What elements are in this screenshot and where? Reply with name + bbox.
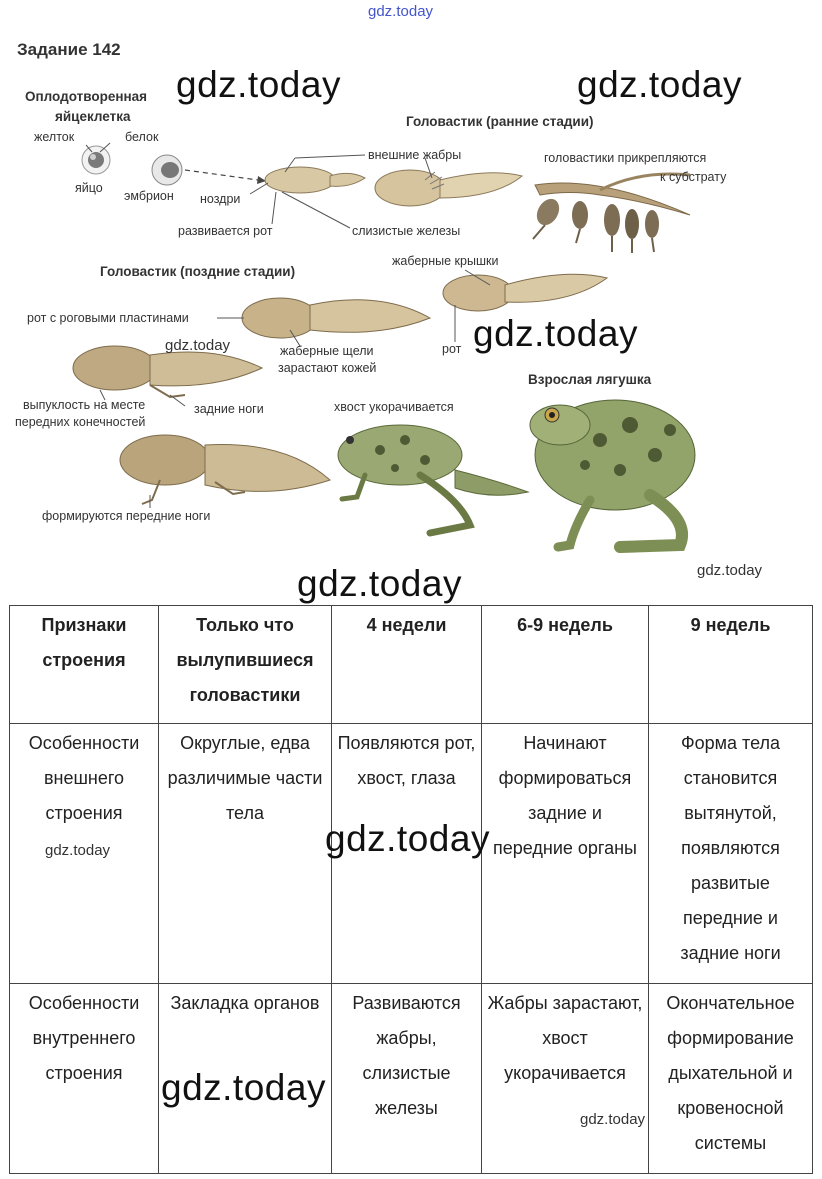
adult-frog bbox=[530, 400, 695, 547]
label-white: белок bbox=[125, 130, 159, 144]
label-tail-shortens: хвост укорачивается bbox=[334, 400, 454, 414]
header-just-hatched: Только что вылупившиеся головастики bbox=[159, 606, 332, 724]
frog-development-illustration bbox=[0, 0, 822, 560]
header-features: Признаки строения bbox=[10, 606, 159, 724]
header-4-weeks: 4 недели bbox=[332, 606, 482, 724]
watermark: gdz.today bbox=[176, 64, 341, 105]
cell-external-label: Особенности внешнего строения bbox=[10, 724, 159, 984]
label-mouth-plates: рот с роговыми пластинами bbox=[27, 311, 189, 325]
watermark: gdz.today bbox=[297, 563, 462, 604]
cell-external-9w: Форма тела становится вытянутой, появляются развитые передние и задние ноги bbox=[649, 724, 813, 984]
label-mucous-glands: слизистые железы bbox=[352, 224, 461, 238]
cell-internal-9w: Окончательное формирование дыхательной и кровеносной системы bbox=[649, 984, 813, 1174]
task-title: Задание 142 bbox=[17, 40, 121, 59]
label-yolk: желток bbox=[34, 130, 75, 144]
dashed-arrow bbox=[185, 170, 258, 180]
label-attach-line2: к субстрату bbox=[660, 170, 727, 184]
watermark: gdz.today bbox=[161, 1067, 326, 1108]
late-tadpole-mouth-plates bbox=[242, 298, 430, 338]
attached-tadpoles bbox=[532, 174, 690, 253]
cell-external-6-9w: Начинают формироваться задние и передние органы bbox=[482, 724, 649, 984]
watermark: gdz.today bbox=[580, 1111, 646, 1128]
label-bulge-line1: выпуклость на месте bbox=[23, 398, 146, 412]
early-stages-heading: Головастик (ранние стадии) bbox=[406, 114, 594, 129]
label-hind-legs: задние ноги bbox=[194, 402, 264, 416]
label-front-legs-form: формируются передние ноги bbox=[42, 509, 211, 523]
label-bulge-line2: передних конечностей bbox=[15, 415, 146, 429]
label-external-gills: внешние жабры bbox=[368, 148, 462, 162]
watermark: gdz.today bbox=[697, 562, 763, 579]
label-mouth-develops: развивается рот bbox=[178, 224, 273, 238]
cell-external-4w: Появляются рот, хвост, глаза bbox=[332, 724, 482, 984]
hatchling-tadpole bbox=[265, 167, 365, 193]
cell-external-hatched: Округлые, едва различимые части тела bbox=[159, 724, 332, 984]
table-header-row bbox=[10, 606, 813, 724]
tadpole-hind-legs bbox=[73, 346, 262, 397]
watermark: gdz.today bbox=[577, 64, 742, 105]
cell-internal-hatched: Закладка органов bbox=[159, 984, 332, 1174]
froglet-shrinking-tail bbox=[338, 425, 528, 533]
label-nostrils: ноздри bbox=[200, 192, 241, 206]
header-9-weeks: 9 недель bbox=[649, 606, 813, 724]
watermark-top: gdz.today bbox=[368, 3, 434, 20]
cell-internal-label: Особенности внутреннего строения bbox=[10, 984, 159, 1174]
label-egg: яйцо bbox=[75, 181, 103, 195]
label-gill-slits-line1: жаберные щели bbox=[280, 344, 374, 358]
label-gill-slits-line2: зарастают кожей bbox=[278, 361, 377, 375]
table-row bbox=[10, 984, 813, 1174]
label-gill-covers: жаберные крышки bbox=[392, 254, 499, 268]
egg-heading-line2: яйцеклетка bbox=[55, 109, 131, 124]
early-tadpole bbox=[375, 170, 522, 206]
tadpole-front-legs bbox=[120, 435, 330, 504]
label-mouth: рот bbox=[442, 342, 462, 356]
label-embryo: эмбрион bbox=[124, 189, 174, 203]
adult-frog-heading: Взрослая лягушка bbox=[528, 372, 652, 387]
watermark: gdz.today bbox=[45, 842, 111, 859]
watermark: gdz.today bbox=[325, 818, 490, 859]
header-6-9-weeks: 6-9 недель bbox=[482, 606, 649, 724]
watermark: gdz.today bbox=[165, 337, 231, 354]
tadpole-gill-covers bbox=[443, 274, 607, 311]
cell-internal-4w: Развиваются жабры, слизистые железы bbox=[332, 984, 482, 1174]
late-stages-heading: Головастик (поздние стадии) bbox=[100, 264, 296, 279]
cell-internal-6-9w: Жабры зарастают, хвост укорачивается bbox=[482, 984, 649, 1174]
embryo-illustration bbox=[152, 155, 182, 185]
egg-illustration bbox=[82, 146, 110, 174]
egg-heading-line1: Оплодотворенная bbox=[25, 89, 148, 104]
table-row bbox=[10, 724, 813, 984]
comparison-table bbox=[9, 605, 813, 1174]
label-attach-line1: головастики прикрепляются bbox=[544, 151, 707, 165]
watermark: gdz.today bbox=[473, 313, 638, 354]
